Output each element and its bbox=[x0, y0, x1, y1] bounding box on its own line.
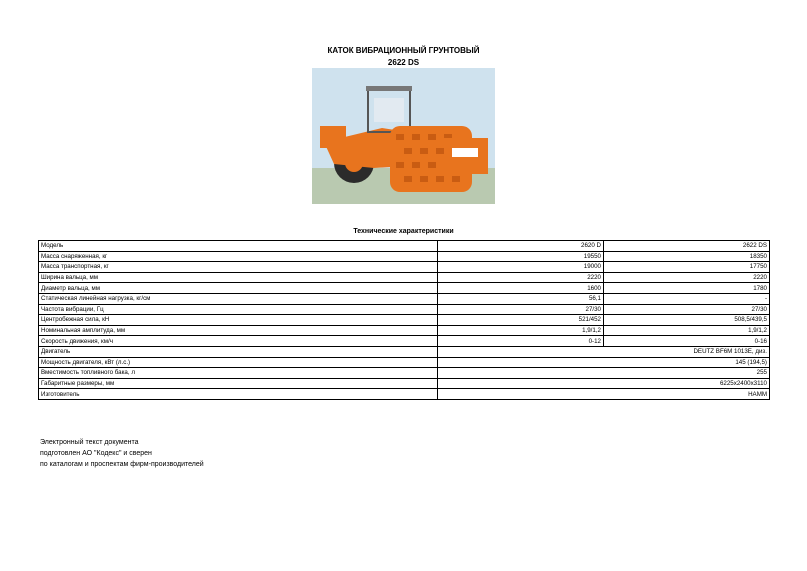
table-row bbox=[39, 262, 770, 273]
spec-label: Диаметр вальца, мм bbox=[39, 283, 438, 294]
document-title bbox=[0, 45, 807, 69]
spec-value-merged: 6225x2400x3110 bbox=[438, 378, 770, 389]
table-row bbox=[39, 357, 770, 368]
spec-value-col2: 18350 bbox=[604, 251, 770, 262]
spec-label: Габаритные размеры, мм bbox=[39, 378, 438, 389]
spec-value-col1: 19550 bbox=[438, 251, 604, 262]
spec-label: Мощность двигателя, кВт (л.с.) bbox=[39, 357, 438, 368]
footer-line-2: подготовлен АО "Кодекс" и сверен bbox=[40, 450, 152, 457]
spec-label: Вместимость топливного бака, л bbox=[39, 368, 438, 379]
specs-table-body bbox=[39, 241, 770, 400]
spec-value-col1: 1,9/1,2 bbox=[438, 325, 604, 336]
title-line-2: 2622 DS bbox=[387, 58, 420, 67]
spec-value-col1: 27/30 bbox=[438, 304, 604, 315]
table-row bbox=[39, 336, 770, 347]
spec-value-col1: 56,1 bbox=[438, 293, 604, 304]
spec-label: Частота вибрации, Гц bbox=[39, 304, 438, 315]
spec-value-col1: 1600 bbox=[438, 283, 604, 294]
spec-value-col2: 508,5/439,5 bbox=[604, 315, 770, 326]
spec-value-merged: HAMM bbox=[438, 389, 770, 400]
spec-label: Масса транспортная, кг bbox=[39, 262, 438, 273]
table-row bbox=[39, 251, 770, 262]
spec-value-col2: 17750 bbox=[604, 262, 770, 273]
spec-value-col2: 0-16 bbox=[604, 336, 770, 347]
table-row bbox=[39, 389, 770, 400]
spec-label: Двигатель bbox=[39, 346, 438, 357]
table-row bbox=[39, 272, 770, 283]
spec-label: Модель bbox=[39, 241, 438, 252]
spec-value-col2: 2220 bbox=[604, 272, 770, 283]
table-row bbox=[39, 304, 770, 315]
table-row bbox=[39, 346, 770, 357]
specs-table bbox=[38, 240, 770, 400]
spec-label: Центробежная сила, кН bbox=[39, 315, 438, 326]
footer-line-1: Электронный текст документа bbox=[40, 439, 139, 446]
spec-value-col2: 27/30 bbox=[604, 304, 770, 315]
spec-value-merged: DEUTZ BF6M 1013E, диз. bbox=[438, 346, 770, 357]
table-row bbox=[39, 325, 770, 336]
spec-label: Масса снаряженная, кг bbox=[39, 251, 438, 262]
table-row bbox=[39, 368, 770, 379]
spec-label: Номинальная амплитуда, мм bbox=[39, 325, 438, 336]
spec-value-col1: 19000 bbox=[438, 262, 604, 273]
footer-line-3: по каталогам и проспектам фирм-производителей bbox=[40, 461, 204, 468]
spec-value-merged: 255 bbox=[438, 368, 770, 379]
spec-value-col1: 2220 bbox=[438, 272, 604, 283]
spec-label: Статическая линейная нагрузка, кг/см bbox=[39, 293, 438, 304]
spec-value-col2: 1780 bbox=[604, 283, 770, 294]
specs-heading: Технические характеристики bbox=[353, 228, 454, 235]
roller-photo bbox=[312, 68, 495, 204]
roller-illustration bbox=[312, 68, 495, 204]
spec-value-col2: - bbox=[604, 293, 770, 304]
table-row bbox=[39, 315, 770, 326]
spec-value-col1: 521/452 bbox=[438, 315, 604, 326]
table-row bbox=[39, 241, 770, 252]
spec-value-col2: 1,9/1,2 bbox=[604, 325, 770, 336]
spec-label: Изготовитель bbox=[39, 389, 438, 400]
spec-value-merged: 145 (194,5) bbox=[438, 357, 770, 368]
table-row bbox=[39, 283, 770, 294]
spec-label: Ширина вальца, мм bbox=[39, 272, 438, 283]
table-row bbox=[39, 378, 770, 389]
spec-value-col1: 2620 D bbox=[438, 241, 604, 252]
title-line-1: КАТОК ВИБРАЦИОННЫЙ ГРУНТОВЫЙ bbox=[327, 46, 480, 55]
table-row bbox=[39, 293, 770, 304]
spec-label: Скорость движения, км/ч bbox=[39, 336, 438, 347]
spec-value-col1: 0-12 bbox=[438, 336, 604, 347]
spec-value-col2: 2622 DS bbox=[604, 241, 770, 252]
document-footer bbox=[40, 437, 204, 470]
